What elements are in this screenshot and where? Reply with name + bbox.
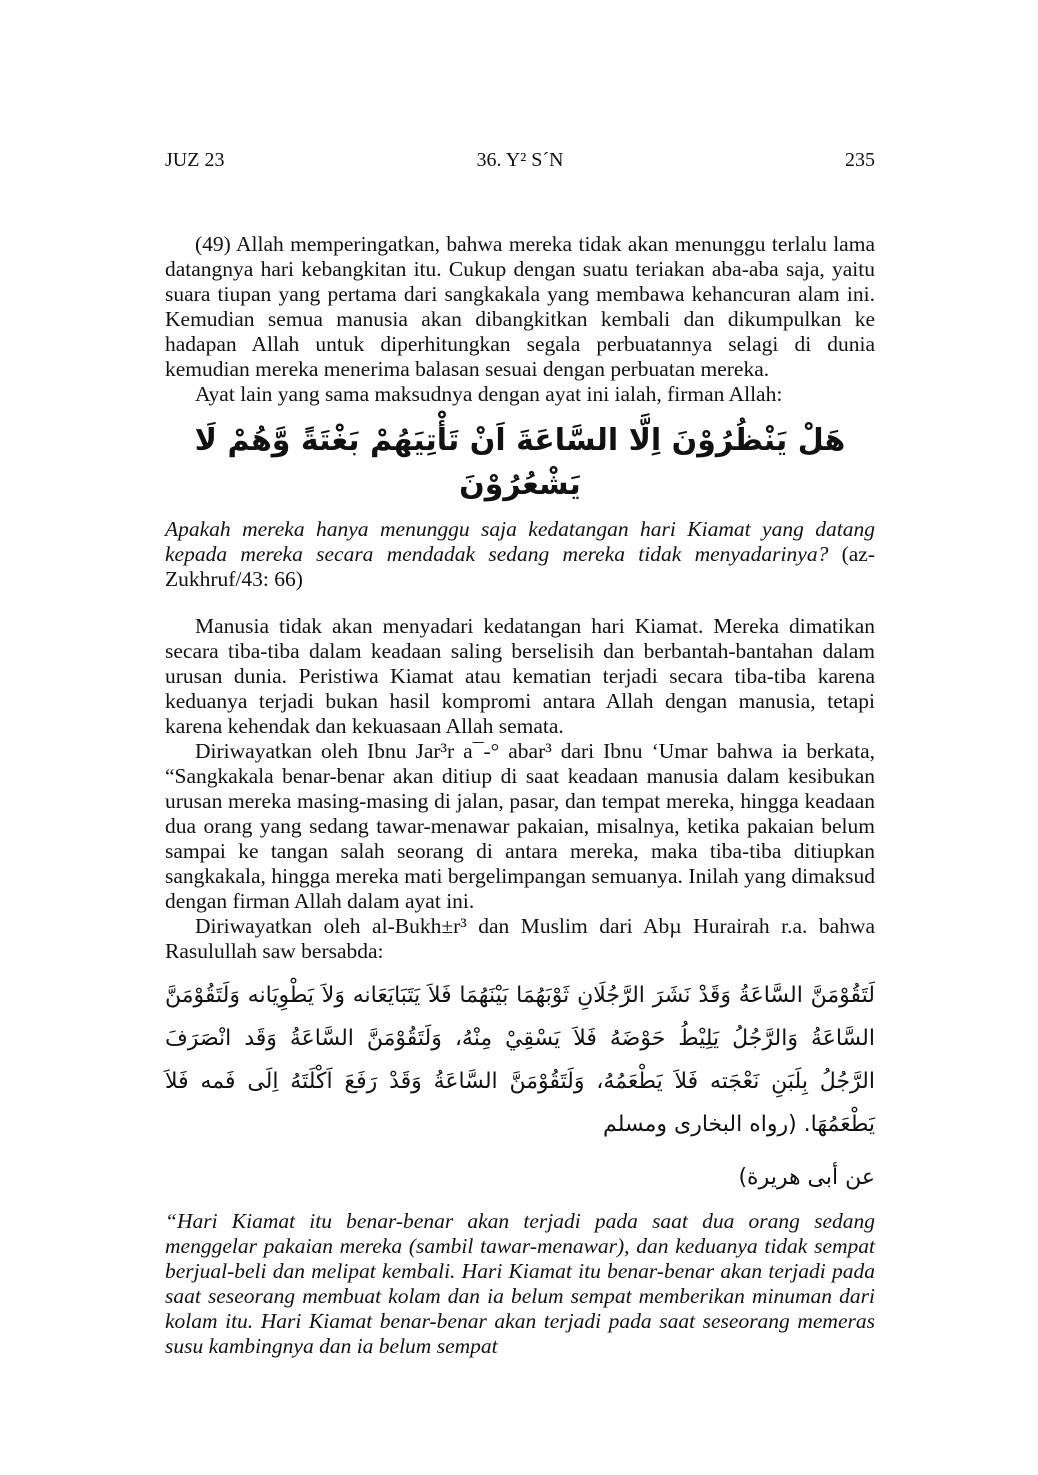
verse-reference: (az-Zukhruf/43: 66) bbox=[165, 542, 876, 591]
verse-translation bbox=[165, 517, 875, 592]
hadith-translation: “Hari Kiamat itu benar-benar akan terjadi pada saat dua orang sedang menggelar pakaian mereka (sambil tawar-menawar), dan keduanya tidak sempat berjual-beli dan melipat kembali. Hari Kiamat itu benar-benar akan terjadi pada saat seseorang membuat kolam dan ia belum sempat memberikan minuman dari kolam itu. Hari Kiamat benar-benar akan terjadi pada saat seseorang memeras susu kambingnya dan ia belum sempat bbox=[165, 1209, 875, 1358]
page-number: 235 bbox=[845, 149, 875, 171]
page-header bbox=[165, 146, 875, 174]
spacer bbox=[165, 592, 875, 614]
paragraph-kiamat: Manusia tidak akan menyadari kedatangan hari Kiamat. Mereka dimatikan secara tiba-tiba dalam keadaan saling berselisih dan berbantah-bantahan dalam urusan dunia. Peristiwa Kiamat atau kematian terjadi secara tiba-tiba karena keduanya terjadi bukan hasil kompromi antara Allah dengan manusia, tetapi karena kehendak dan kekuasaan Allah semata. bbox=[165, 614, 875, 738]
quran-verse-arabic: هَلْ يَنْظُرُوْنَ اِلَّا السَّاعَةَ اَنْ تَأْتِيَهُمْ بَغْتَةً وَّهُمْ لَا يَشْعُرُوْنَ bbox=[194, 423, 846, 502]
paragraph-bukhari-muslim: Diriwayatkan oleh al-Bukh±r³ dan Muslim dari Abµ Hurairah r.a. bahwa Rasulullah saw bersabda: bbox=[165, 914, 875, 963]
hadith-arabic-source: عن أبى هريرة) bbox=[738, 1165, 875, 1190]
hadith-arabic: لَتَقُوْمَنَّ السَّاعَةُ وَقَدْ نَشَرَ الرَّجُلَانِ ثَوْبَهُمَا بَيْنَهُمَا فَلاَ يَتَبَايَعَانه وَلاَ يَطْوِيَانه وَلَتَقُوْمَنَّ السَّاعَةُ وَالرَّجُلُ يَلِيْطُ حَوْضَهُ فَلاَ يَسْقِيْ مِنْهُ، وَلَتَقُوْمَنَّ السَّاعَةُ وَقَد انْصَرَفَ الرَّجُلُ بِلَبَنِ نَعْجَته فَلاَ يَطْعَمُهُ، وَلَتَقُوْمَنَّ السَّاعَةُ وَقَدْ رَفَعَ اَكْلَتَهُ اِلَى فَمه فَلاَ يَطْعَمُهَا. (رواه البخارى ومسلم bbox=[165, 983, 875, 1137]
surah-title: 36. Y² S´N bbox=[476, 149, 564, 171]
paragraph-ibnu-jarir: Diriwayatkan oleh Ibnu Jar³r a¯-° abar³ dari Ibnu ‘Umar bahwa ia berkata, “Sangkakala benar-benar akan ditiup di saat keadaan manusia dalam kesibukan urusan mereka masing-masing di jalan, pasar, dan tempat mereka, hingga keadaan dua orang yang sedang tawar-menawar pakaian, misalnya, ketika pakaian belum sampai ke tangan salah seorang di antara mereka, maka tiba-tiba ditiupkan sangkakala, hingga mereka mati bergelimpangan semuanya. Inilah yang dimaksud dengan firman Allah dalam ayat ini. bbox=[165, 739, 875, 913]
paragraph-verse-49-commentary: (49) Allah memperingatkan, bahwa mereka tidak akan menunggu terlalu lama datangnya hari kebangkitan itu. Cukup dengan suatu teriakan aba-aba saja, yaitu suara tiupan yang pertama dari sangkakala yang membawa kehancuran alam ini. Kemudian semua manusia akan dibangkitkan kembali dan dikumpulkan ke hadapan Allah untuk diperhitungkan segala perbuatannya selagi di dunia kemudian mereka menerima balasan sesuai dengan perbuatan mereka. bbox=[165, 232, 875, 381]
juz-label: JUZ 23 bbox=[165, 149, 225, 171]
verse-translation-text: Apakah mereka hanya menunggu saja kedatangan hari Kiamat yang datang kepada mereka secara mendadak sedang mereka tidak menyadarinya? bbox=[165, 517, 875, 566]
page-body bbox=[165, 232, 875, 1359]
paragraph-intro-verse: Ayat lain yang sama maksudnya dengan ayat ini ialah, firman Allah: bbox=[195, 382, 783, 406]
